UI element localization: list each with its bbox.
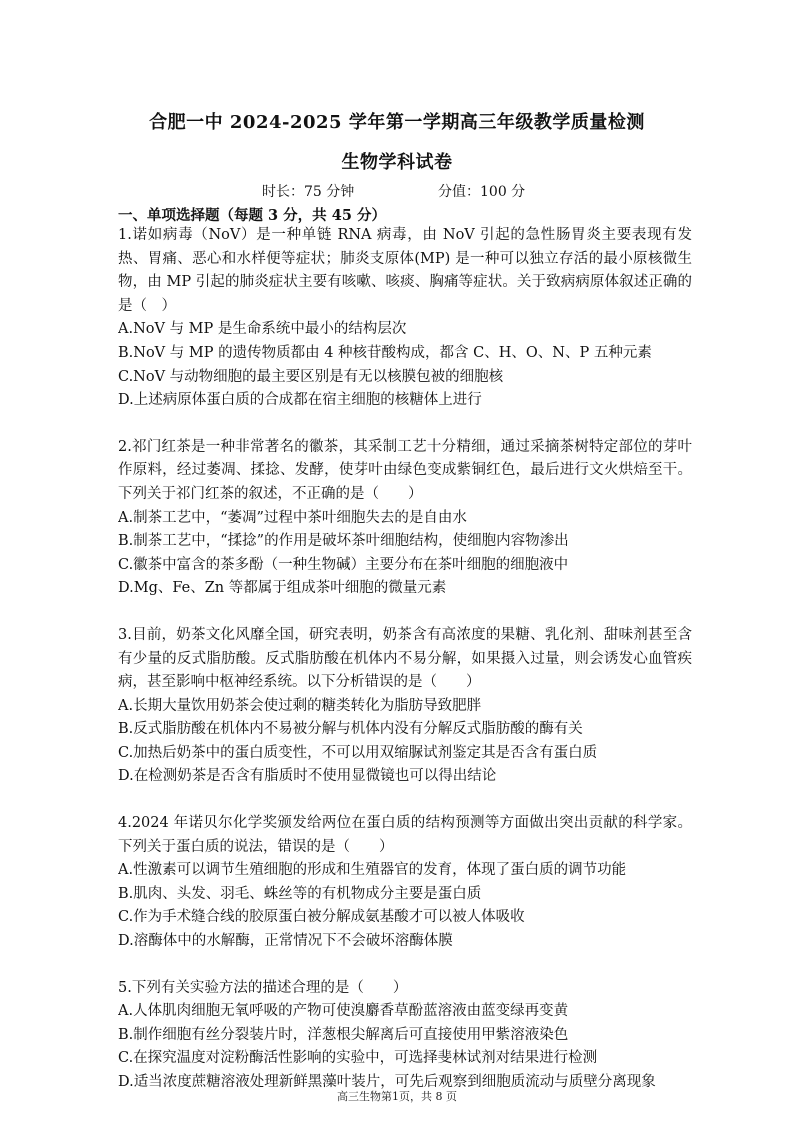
exam-subtitle: 生物学科试卷 — [341, 152, 453, 173]
question-4 — [118, 812, 692, 954]
question-3 — [118, 624, 692, 789]
question-stem: 4.2024 年诺贝尔化学奖颁发给两位在蛋白质的结构预测等方面做出突出贡献的科学家。下列关于蛋白质的说法，错误的是（ ） — [118, 815, 692, 855]
question-option-b: B.制作细胞有丝分裂装片时，洋葱根尖解离后可直接使用甲紫溶液染色 — [118, 1026, 569, 1043]
question-option-d: D.Mg、Fe、Zn 等都属于组成茶叶细胞的微量元素 — [118, 580, 447, 597]
exam-score: 分值：100 分 — [438, 184, 526, 200]
question-option-d: D.上述病原体蛋白质的合成都在宿主细胞的核糖体上进行 — [118, 392, 482, 409]
question-list — [118, 224, 692, 1118]
question-2 — [118, 436, 692, 601]
question-stem: 3.目前，奶茶文化风靡全国，研究表明，奶茶含有高浓度的果糖、乳化剂、甜味剂甚至含有少量的反式脂肪酸。反式脂肪酸在机体内不易分解，如果摄入过量，则会诱发心血管疾病，甚至影响中枢神经系统。以下分析错误的是（ ） — [118, 626, 692, 691]
question-option-a: A.人体肌肉细胞无氧呼吸的产物可使溴麝香草酚蓝溶液由蓝变绿再变黄 — [118, 1003, 569, 1020]
question-option-b: B.NoV 与 MP 的遗传物质都由 4 种核苷酸构成，都含 C、H、O、N、P 五种元素 — [118, 344, 652, 361]
section-heading: 一、单项选择题（每题 3 分，共 45 分） — [118, 207, 386, 224]
question-option-b: B.制茶工艺中，“揉捻”的作用是破坏茶叶细胞结构，使细胞内容物渗出 — [118, 533, 569, 550]
question-option-b: B.反式脂肪酸在机体内不易被分解与机体内没有分解反式脂肪酸的酶有关 — [118, 721, 583, 738]
question-option-c: C.在探究温度对淀粉酶活性影响的实验中，可选择斐林试剂对结果进行检测 — [118, 1050, 598, 1067]
question-option-a: A.NoV 与 MP 是生命系统中最小的结构层次 — [118, 321, 407, 338]
question-option-b: B.肌肉、头发、羽毛、蛛丝等的有机物成分主要是蛋白质 — [118, 885, 482, 902]
exam-duration: 时长：75 分钟 — [262, 184, 355, 200]
question-option-a: A.长期大量饮用奶茶会使过剩的糖类转化为脂肪导致肥胖 — [118, 697, 482, 714]
question-1 — [118, 224, 692, 413]
question-option-a: A.性激素可以调节生殖细胞的形成和生殖器官的发育，体现了蛋白质的调节功能 — [118, 862, 627, 879]
question-option-c: C.作为手术缝合线的胶原蛋白被分解成氨基酸才可以被人体吸收 — [118, 909, 525, 926]
question-option-a: A.制茶工艺中，“萎凋”过程中茶叶细胞失去的是自由水 — [118, 509, 467, 526]
question-option-c: C.加热后奶茶中的蛋白质变性，不可以用双缩脲试剂鉴定其是否含有蛋白质 — [118, 744, 598, 761]
question-option-c: C.徽茶中富含的茶多酚（一种生物碱）主要分布在茶叶细胞的细胞液中 — [118, 556, 569, 573]
question-option-d: D.溶酶体中的水解酶，正常情况下不会破坏溶酶体膜 — [118, 933, 453, 950]
question-option-d: D.在检测奶茶是否含有脂质时不使用显微镜也可以得出结论 — [118, 768, 497, 785]
page-footer: 高三生物第1页，共 8 页 — [337, 1090, 457, 1103]
question-stem: 1.诺如病毒（NoV）是一种单链 RNA 病毒，由 NoV 引起的急性肠胃炎主要表现有发热、胃痛、恶心和水样便等症状；肺炎支原体(MP) 是一种可以独立存活的最小原核微生物，由 MP 引起的肺炎症状主要有咳嗽、咳痰、胸痛等症状。关于致病病原体叙述正确的是（ ） — [118, 227, 692, 314]
question-option-c: C.NoV 与动物细胞的最主要区别是有无以核膜包被的细胞核 — [118, 368, 504, 385]
question-stem: 5.下列有关实验方法的描述合理的是（ ） — [118, 979, 408, 996]
exam-title: 合肥一中 2024-2025 学年第一学期高三年级教学质量检测 — [149, 112, 645, 133]
question-option-d: D.适当浓度蔗糖溶液处理新鲜黑藻叶装片，可先后观察到细胞质流动与质壁分离现象 — [118, 1074, 656, 1090]
question-5 — [118, 977, 692, 1095]
question-stem: 2.祁门红茶是一种非常著名的徽茶，其采制工艺十分精细，通过采摘茶树特定部位的芽叶作原料，经过萎凋、揉捻、发酵，使芽叶由绿色变成紫铜红色，最后进行文火烘焙至干。下列关于祁门红茶的叙述，不正确的是（ ） — [118, 438, 692, 502]
